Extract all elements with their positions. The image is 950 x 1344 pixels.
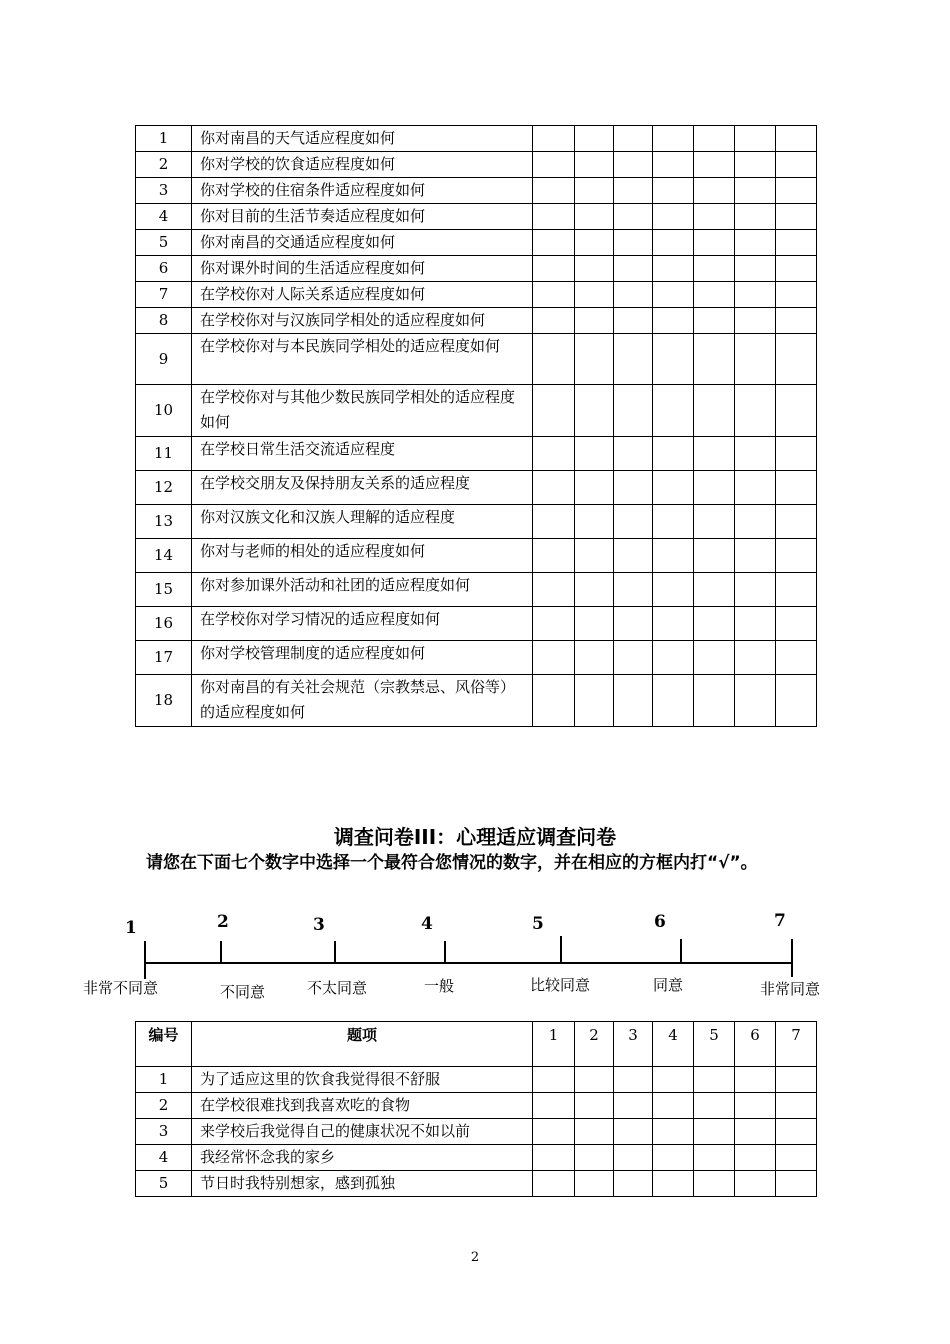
row-number: 8	[136, 308, 192, 334]
rating-cell-2[interactable]	[575, 334, 614, 385]
scale-label-1: 非常不同意	[83, 979, 159, 997]
scale-label-2: 不同意	[220, 983, 266, 1001]
row-question: 你对学校管理制度的适应程度如何	[192, 641, 533, 675]
scale-label-7: 非常同意	[760, 980, 821, 998]
row-question: 你对南昌的有关社会规范（宗教禁忌、风俗等）的适应程度如何	[192, 675, 533, 727]
row-number: 3	[136, 178, 192, 204]
rating-cell-7[interactable]	[776, 1119, 817, 1145]
table-row	[136, 178, 817, 204]
table-row	[136, 334, 817, 385]
rating-cell-7[interactable]	[776, 256, 817, 282]
rating-cell-4[interactable]	[653, 334, 694, 385]
rating-cell-4[interactable]	[653, 126, 694, 152]
rating-cell-1[interactable]	[533, 1067, 575, 1093]
rating-cell-7[interactable]	[776, 573, 817, 607]
rating-cell-3[interactable]	[614, 505, 653, 539]
instruction-text: 请您在下面七个数字中选择一个最符合您情况的数字，并在相应的方框内打“√”。	[146, 853, 758, 873]
rating-cell-3[interactable]	[614, 1119, 653, 1145]
rating-cell-4[interactable]	[653, 1119, 694, 1145]
rating-cell-5[interactable]	[694, 230, 735, 256]
scale-number-1: 1	[125, 918, 137, 938]
scale-number-5: 5	[532, 914, 544, 934]
rating-cell-7[interactable]	[776, 282, 817, 308]
row-question: 在学校交朋友及保持朋友关系的适应程度	[192, 471, 533, 505]
rating-cell-7[interactable]	[776, 539, 817, 573]
rating-cell-1[interactable]	[533, 1093, 575, 1119]
rating-cell-7[interactable]	[776, 126, 817, 152]
rating-cell-3[interactable]	[614, 230, 653, 256]
row-question: 在学校很难找到我喜欢吃的食物	[192, 1093, 533, 1119]
rating-cell-1[interactable]	[533, 1119, 575, 1145]
rating-cell-5[interactable]	[694, 1145, 735, 1171]
rating-cell-5[interactable]	[694, 505, 735, 539]
table-row	[136, 573, 817, 607]
rating-cell-2[interactable]	[575, 178, 614, 204]
table-row	[136, 204, 817, 230]
rating-cell-3[interactable]	[614, 178, 653, 204]
header-item: 题项	[192, 1022, 533, 1067]
rating-cell-3[interactable]	[614, 308, 653, 334]
row-number: 5	[136, 230, 192, 256]
row-number: 16	[136, 607, 192, 641]
table-row	[136, 471, 817, 505]
row-number: 6	[136, 256, 192, 282]
rating-cell-6[interactable]	[735, 152, 776, 178]
rating-cell-3[interactable]	[614, 573, 653, 607]
rating-cell-5[interactable]	[694, 1093, 735, 1119]
psychological-adaptation-table	[135, 1021, 817, 1197]
rating-cell-5[interactable]	[694, 1171, 735, 1197]
questionnaire-title: 调查问卷III：心理适应调查问卷	[333, 825, 617, 849]
table-row	[136, 1145, 817, 1171]
scale-label-6: 同意	[653, 976, 684, 994]
rating-cell-6[interactable]	[735, 256, 776, 282]
rating-cell-3[interactable]	[614, 471, 653, 505]
rating-cell-3[interactable]	[614, 1093, 653, 1119]
page-number: 2	[470, 1250, 480, 1265]
rating-cell-5[interactable]	[694, 204, 735, 230]
table-row	[136, 437, 817, 471]
rating-cell-1[interactable]	[533, 282, 575, 308]
row-number: 1	[136, 126, 192, 152]
rating-cell-7[interactable]	[776, 178, 817, 204]
row-question: 来学校后我觉得自己的健康状况不如以前	[192, 1119, 533, 1145]
row-question: 节日时我特别想家，感到孤独	[192, 1171, 533, 1197]
rating-cell-1[interactable]	[533, 573, 575, 607]
rating-cell-5[interactable]	[694, 641, 735, 675]
rating-cell-4[interactable]	[653, 573, 694, 607]
row-question: 你对课外时间的生活适应程度如何	[192, 256, 533, 282]
rating-cell-4[interactable]	[653, 256, 694, 282]
scale-number-6: 6	[654, 912, 666, 932]
rating-cell-4[interactable]	[653, 308, 694, 334]
rating-cell-5[interactable]	[694, 256, 735, 282]
rating-cell-5[interactable]	[694, 1067, 735, 1093]
header-col-4: 4	[653, 1022, 694, 1067]
scale-label-3: 不太同意	[307, 979, 368, 997]
scale-tick-2	[220, 941, 222, 962]
table-row	[136, 308, 817, 334]
row-question: 你对南昌的交通适应程度如何	[192, 230, 533, 256]
rating-cell-3[interactable]	[614, 539, 653, 573]
rating-cell-1[interactable]	[533, 256, 575, 282]
scale-tick-4	[444, 941, 446, 962]
table-row	[136, 385, 817, 437]
scale-number-7: 7	[774, 911, 786, 931]
rating-cell-4[interactable]	[653, 505, 694, 539]
rating-cell-7[interactable]	[776, 308, 817, 334]
rating-cell-3[interactable]	[614, 152, 653, 178]
rating-cell-7[interactable]	[776, 230, 817, 256]
row-question: 你对与老师的相处的适应程度如何	[192, 539, 533, 573]
rating-cell-1[interactable]	[533, 178, 575, 204]
scale-label-4: 一般	[424, 977, 455, 995]
rating-cell-6[interactable]	[735, 1093, 776, 1119]
rating-cell-1[interactable]	[533, 1145, 575, 1171]
rating-cell-3[interactable]	[614, 607, 653, 641]
rating-cell-2[interactable]	[575, 607, 614, 641]
rating-cell-4[interactable]	[653, 471, 694, 505]
rating-cell-6[interactable]	[735, 607, 776, 641]
rating-cell-6[interactable]	[735, 437, 776, 471]
rating-cell-6[interactable]	[735, 204, 776, 230]
rating-cell-4[interactable]	[653, 1093, 694, 1119]
rating-cell-2[interactable]	[575, 256, 614, 282]
rating-cell-2[interactable]	[575, 1119, 614, 1145]
row-number: 11	[136, 437, 192, 471]
table-row	[136, 230, 817, 256]
row-number: 12	[136, 471, 192, 505]
rating-cell-2[interactable]	[575, 675, 614, 727]
rating-cell-6[interactable]	[735, 539, 776, 573]
table-row	[136, 675, 817, 727]
rating-cell-5[interactable]	[694, 385, 735, 437]
row-question: 你对目前的生活节奏适应程度如何	[192, 204, 533, 230]
rating-cell-6[interactable]	[735, 308, 776, 334]
rating-cell-5[interactable]	[694, 152, 735, 178]
table-row	[136, 607, 817, 641]
rating-cell-1[interactable]	[533, 126, 575, 152]
table-row	[136, 1067, 817, 1093]
rating-cell-1[interactable]	[533, 607, 575, 641]
rating-cell-6[interactable]	[735, 178, 776, 204]
table-row	[136, 505, 817, 539]
rating-cell-6[interactable]	[735, 1145, 776, 1171]
rating-cell-2[interactable]	[575, 230, 614, 256]
rating-cell-7[interactable]	[776, 505, 817, 539]
rating-cell-7[interactable]	[776, 471, 817, 505]
row-question: 在学校你对与其他少数民族同学相处的适应程度如何	[192, 385, 533, 437]
rating-cell-5[interactable]	[694, 308, 735, 334]
scale-number-2: 2	[217, 912, 229, 932]
header-col-7: 7	[776, 1022, 817, 1067]
header-number: 编号	[136, 1022, 192, 1067]
rating-cell-2[interactable]	[575, 282, 614, 308]
rating-cell-2[interactable]	[575, 204, 614, 230]
row-question: 你对南昌的天气适应程度如何	[192, 126, 533, 152]
row-number: 7	[136, 282, 192, 308]
rating-cell-1[interactable]	[533, 230, 575, 256]
rating-cell-3[interactable]	[614, 334, 653, 385]
rating-cell-2[interactable]	[575, 1067, 614, 1093]
header-col-1: 1	[533, 1022, 575, 1067]
header-col-6: 6	[735, 1022, 776, 1067]
rating-cell-3[interactable]	[614, 1067, 653, 1093]
rating-cell-5[interactable]	[694, 282, 735, 308]
rating-cell-7[interactable]	[776, 607, 817, 641]
rating-cell-1[interactable]	[533, 539, 575, 573]
rating-cell-6[interactable]	[735, 282, 776, 308]
rating-cell-6[interactable]	[735, 471, 776, 505]
scale-number-3: 3	[313, 915, 325, 935]
rating-cell-5[interactable]	[694, 471, 735, 505]
header-col-5: 5	[694, 1022, 735, 1067]
rating-cell-2[interactable]	[575, 437, 614, 471]
table-row	[136, 1093, 817, 1119]
rating-cell-4[interactable]	[653, 1067, 694, 1093]
adaptation-table-1	[135, 125, 817, 727]
row-number: 4	[136, 204, 192, 230]
rating-cell-3[interactable]	[614, 126, 653, 152]
rating-cell-4[interactable]	[653, 1171, 694, 1197]
row-number: 13	[136, 505, 192, 539]
rating-cell-6[interactable]	[735, 126, 776, 152]
rating-cell-6[interactable]	[735, 675, 776, 727]
table-row	[136, 152, 817, 178]
rating-cell-6[interactable]	[735, 385, 776, 437]
row-number: 15	[136, 573, 192, 607]
rating-cell-5[interactable]	[694, 334, 735, 385]
row-question: 你对学校的饮食适应程度如何	[192, 152, 533, 178]
scale-tick-7	[791, 939, 793, 977]
table-row	[136, 126, 817, 152]
row-number: 2	[136, 1093, 192, 1119]
rating-cell-1[interactable]	[533, 471, 575, 505]
row-number: 14	[136, 539, 192, 573]
rating-cell-3[interactable]	[614, 641, 653, 675]
rating-cell-4[interactable]	[653, 230, 694, 256]
rating-cell-7[interactable]	[776, 641, 817, 675]
table-row	[136, 539, 817, 573]
rating-cell-4[interactable]	[653, 385, 694, 437]
rating-cell-5[interactable]	[694, 178, 735, 204]
rating-cell-1[interactable]	[533, 1171, 575, 1197]
rating-cell-4[interactable]	[653, 641, 694, 675]
scale-tick-5	[560, 936, 562, 962]
rating-cell-4[interactable]	[653, 437, 694, 471]
scale-tick-6	[680, 939, 682, 962]
rating-cell-5[interactable]	[694, 573, 735, 607]
rating-cell-5[interactable]	[694, 126, 735, 152]
rating-cell-6[interactable]	[735, 1067, 776, 1093]
rating-cell-7[interactable]	[776, 437, 817, 471]
header-col-3: 3	[614, 1022, 653, 1067]
rating-cell-2[interactable]	[575, 1093, 614, 1119]
rating-cell-3[interactable]	[614, 437, 653, 471]
row-question: 我经常怀念我的家乡	[192, 1145, 533, 1171]
rating-cell-1[interactable]	[533, 308, 575, 334]
rating-cell-1[interactable]	[533, 641, 575, 675]
rating-cell-3[interactable]	[614, 1171, 653, 1197]
row-number: 10	[136, 385, 192, 437]
rating-cell-4[interactable]	[653, 675, 694, 727]
rating-cell-3[interactable]	[614, 256, 653, 282]
row-number: 5	[136, 1171, 192, 1197]
rating-cell-2[interactable]	[575, 308, 614, 334]
rating-cell-2[interactable]	[575, 1171, 614, 1197]
table-row	[136, 1171, 817, 1197]
rating-cell-6[interactable]	[735, 573, 776, 607]
row-question: 为了适应这里的饮食我觉得很不舒服	[192, 1067, 533, 1093]
rating-cell-6[interactable]	[735, 1119, 776, 1145]
rating-cell-4[interactable]	[653, 1145, 694, 1171]
rating-cell-4[interactable]	[653, 204, 694, 230]
row-question: 你对汉族文化和汉族人理解的适应程度	[192, 505, 533, 539]
row-question: 在学校你对与汉族同学相处的适应程度如何	[192, 308, 533, 334]
rating-cell-1[interactable]	[533, 334, 575, 385]
row-number: 17	[136, 641, 192, 675]
scale-label-5: 比较同意	[530, 976, 591, 994]
rating-cell-7[interactable]	[776, 204, 817, 230]
rating-cell-2[interactable]	[575, 505, 614, 539]
rating-cell-2[interactable]	[575, 152, 614, 178]
rating-cell-4[interactable]	[653, 539, 694, 573]
rating-cell-7[interactable]	[776, 675, 817, 727]
rating-cell-3[interactable]	[614, 1145, 653, 1171]
rating-cell-7[interactable]	[776, 152, 817, 178]
rating-cell-5[interactable]	[694, 607, 735, 641]
rating-cell-1[interactable]	[533, 204, 575, 230]
row-question: 在学校你对学习情况的适应程度如何	[192, 607, 533, 641]
rating-cell-2[interactable]	[575, 539, 614, 573]
rating-cell-7[interactable]	[776, 1067, 817, 1093]
table-row	[136, 1119, 817, 1145]
rating-cell-1[interactable]	[533, 437, 575, 471]
rating-cell-1[interactable]	[533, 385, 575, 437]
rating-cell-4[interactable]	[653, 282, 694, 308]
rating-cell-5[interactable]	[694, 1119, 735, 1145]
rating-cell-6[interactable]	[735, 334, 776, 385]
rating-cell-3[interactable]	[614, 675, 653, 727]
rating-cell-3[interactable]	[614, 204, 653, 230]
scale-tick-3	[334, 941, 336, 962]
row-number: 9	[136, 334, 192, 385]
row-question: 你对参加课外活动和社团的适应程度如何	[192, 573, 533, 607]
rating-cell-1[interactable]	[533, 675, 575, 727]
table-row	[136, 641, 817, 675]
rating-cell-1[interactable]	[533, 505, 575, 539]
rating-cell-6[interactable]	[735, 1171, 776, 1197]
rating-cell-6[interactable]	[735, 505, 776, 539]
rating-cell-7[interactable]	[776, 1171, 817, 1197]
rating-cell-2[interactable]	[575, 385, 614, 437]
scale-number-4: 4	[421, 914, 433, 934]
table-row	[136, 282, 817, 308]
rating-cell-5[interactable]	[694, 675, 735, 727]
rating-cell-4[interactable]	[653, 152, 694, 178]
row-number: 3	[136, 1119, 192, 1145]
rating-cell-7[interactable]	[776, 385, 817, 437]
row-question: 在学校你对与本民族同学相处的适应程度如何	[192, 334, 533, 385]
rating-cell-7[interactable]	[776, 1145, 817, 1171]
rating-cell-4[interactable]	[653, 607, 694, 641]
rating-cell-7[interactable]	[776, 334, 817, 385]
header-col-2: 2	[575, 1022, 614, 1067]
rating-cell-2[interactable]	[575, 573, 614, 607]
table-header-row	[136, 1022, 817, 1067]
row-number: 18	[136, 675, 192, 727]
rating-cell-6[interactable]	[735, 641, 776, 675]
rating-cell-4[interactable]	[653, 178, 694, 204]
row-number: 2	[136, 152, 192, 178]
table-row	[136, 256, 817, 282]
rating-cell-6[interactable]	[735, 230, 776, 256]
rating-cell-3[interactable]	[614, 385, 653, 437]
row-number: 1	[136, 1067, 192, 1093]
rating-cell-2[interactable]	[575, 641, 614, 675]
scale-axis-line	[145, 962, 792, 964]
row-number: 4	[136, 1145, 192, 1171]
scale-tick-1	[144, 941, 146, 979]
rating-cell-2[interactable]	[575, 126, 614, 152]
row-question: 在学校日常生活交流适应程度	[192, 437, 533, 471]
rating-cell-5[interactable]	[694, 437, 735, 471]
rating-cell-3[interactable]	[614, 282, 653, 308]
rating-cell-5[interactable]	[694, 539, 735, 573]
rating-cell-2[interactable]	[575, 1145, 614, 1171]
row-question: 在学校你对人际关系适应程度如何	[192, 282, 533, 308]
rating-cell-1[interactable]	[533, 152, 575, 178]
rating-cell-2[interactable]	[575, 471, 614, 505]
rating-cell-7[interactable]	[776, 1093, 817, 1119]
row-question: 你对学校的住宿条件适应程度如何	[192, 178, 533, 204]
